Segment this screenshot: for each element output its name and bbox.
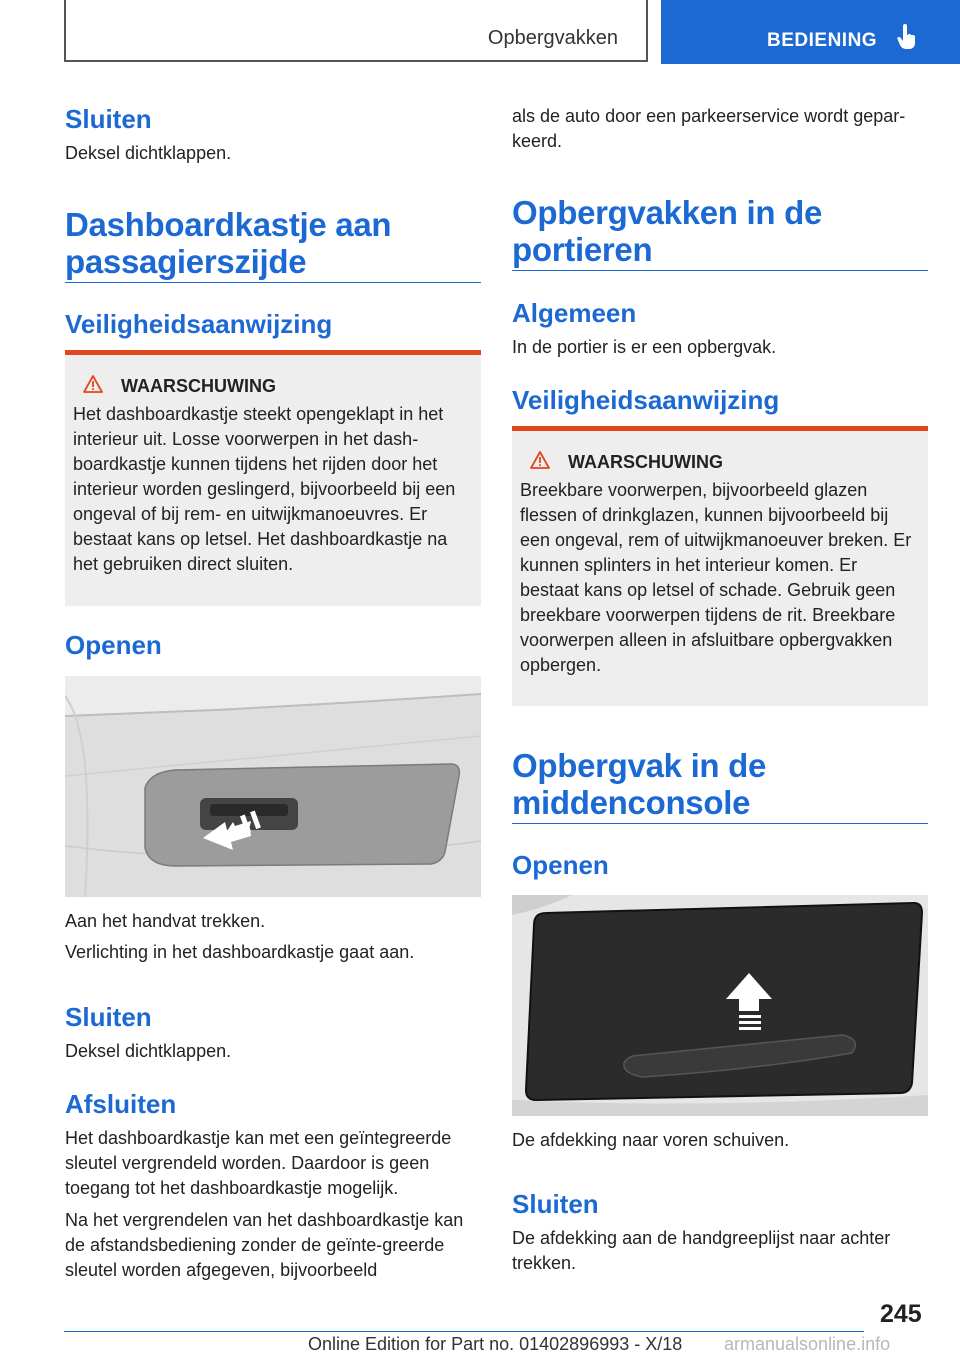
hand-pointer-icon bbox=[897, 24, 917, 55]
sluiten-text-2: Deksel dichtklappen. bbox=[65, 1041, 232, 1061]
header-chapter-tab[interactable] bbox=[661, 0, 960, 64]
door-storage-heading: Opbergvakken in de portieren bbox=[512, 194, 823, 268]
openen-text-2: Verlichting in het dashboardkastje gaat aan. bbox=[65, 942, 415, 962]
dashboard-glovebox-heading: Dashboardkastje aan passagierszijde bbox=[65, 206, 392, 280]
algemeen-heading: Algemeen bbox=[512, 298, 637, 328]
warning-title: WAARSCHUWING bbox=[121, 376, 276, 396]
heading-rule-3 bbox=[512, 823, 928, 824]
safety-heading-2: Veiligheidsaanwijzing bbox=[512, 385, 780, 415]
console-figure bbox=[512, 895, 928, 1116]
afsluiten-text-2: Na het vergrendelen van het dashboardkastje kan de afstandsbediening zonder de geïnte-greerde sleutel worden afgegeven, bijvoorbeeld bbox=[65, 1210, 464, 1280]
header-section-box bbox=[64, 0, 648, 62]
warning-box bbox=[65, 350, 481, 606]
console-openen-text: De afdekking naar voren schuiven. bbox=[512, 1130, 790, 1150]
warning-box-2 bbox=[512, 426, 928, 706]
glovebox-figure bbox=[65, 676, 481, 897]
warning-triangle-icon bbox=[530, 451, 550, 474]
heading-rule-2 bbox=[512, 270, 928, 271]
center-console-heading: Opbergvak in de middenconsole bbox=[512, 747, 767, 821]
page-number: 245 bbox=[880, 1300, 922, 1328]
footer-rule bbox=[64, 1331, 864, 1332]
sluiten-heading-2: Sluiten bbox=[65, 1002, 152, 1032]
openen-heading-2: Openen bbox=[512, 850, 609, 880]
warning-text-2: Breekbare voorwerpen, bijvoorbeeld glazen flessen of drinkglazen, kunnen bijvoorbeeld bij een ongeval, rem of uitwijkmanoeuver breken. Er kunnen splinters in het interieur komen. Er bestaat kans op letsel of schade. Gebruik geen breekbare voorwerpen tijdens de rit. Breekbare voorwerpen alleen in afsluitbare opbergvakken opbergen. bbox=[520, 480, 912, 675]
safety-heading: Veiligheidsaanwijzing bbox=[65, 309, 333, 339]
afsluiten-heading: Afsluiten bbox=[65, 1089, 177, 1119]
warning-triangle-icon bbox=[83, 375, 103, 398]
header-chapter-label: BEDIENING bbox=[767, 30, 878, 51]
console-sluiten-heading: Sluiten bbox=[512, 1189, 599, 1219]
afsluiten-text-1: Het dashboardkastje kan met een geïntegreerde sleutel vergrendeld worden. Daardoor is geen toegang tot het dashboardkastje mogelijk. bbox=[65, 1128, 452, 1198]
sluiten-heading: Sluiten bbox=[65, 104, 152, 134]
continued-text: als de auto door een parkeerservice wordt gepar-keerd. bbox=[512, 106, 906, 151]
console-sluiten-text: De afdekking aan de handgreeplijst naar achter trekken. bbox=[512, 1228, 891, 1273]
openen-heading: Openen bbox=[65, 630, 162, 660]
footer-watermark: armanualsonline.info bbox=[724, 1334, 891, 1354]
openen-text-1: Aan het handvat trekken. bbox=[65, 911, 266, 931]
heading-rule bbox=[65, 282, 481, 283]
sluiten-text: Deksel dichtklappen. bbox=[65, 143, 232, 163]
algemeen-text: In de portier is er een opbergvak. bbox=[512, 337, 777, 357]
footer-edition: Online Edition for Part no. 01402896993 - X/18 bbox=[308, 1334, 683, 1354]
warning-title-2: WAARSCHUWING bbox=[568, 452, 723, 472]
warning-text: Het dashboardkastje steekt opengeklapt in het interieur uit. Losse voorwerpen in het dash-boardkastje kunnen tijdens het rijden door het interieur worden geslingerd, bijvoorbeeld bij een ongeval of bij rem- en uitwijkmanoeuvres. Er bestaat kans op letsel. Het dashboardkastje na het gebruiken direct sluiten. bbox=[73, 404, 456, 574]
header-section-title: Opbergvakken bbox=[487, 27, 618, 49]
